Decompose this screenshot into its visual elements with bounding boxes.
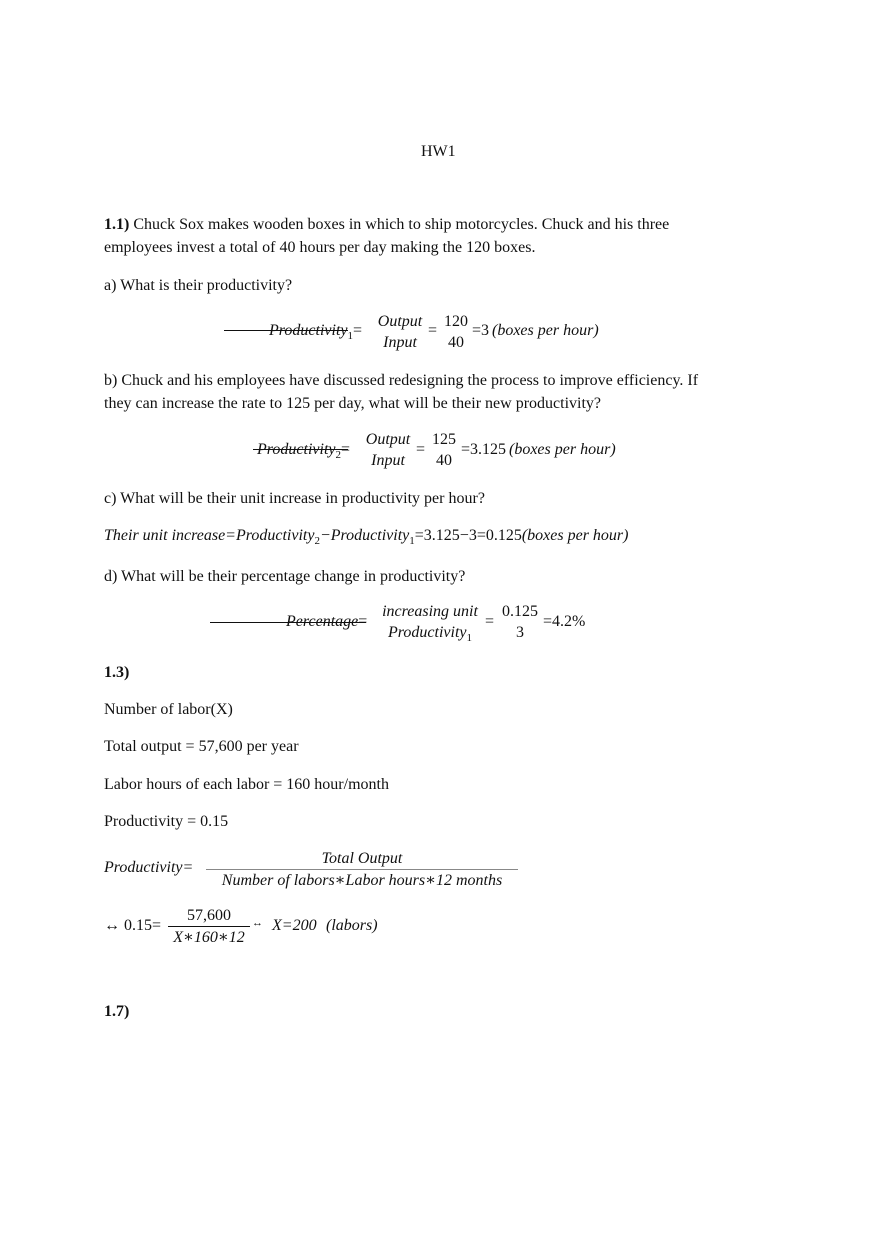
equation-b-lhs bbox=[257, 441, 350, 461]
equation-c-unit: (boxes per hour) bbox=[521, 527, 629, 544]
equation-1-3-solve-prefix: ↔ 0.15= bbox=[104, 917, 162, 934]
question-a: a) What is their productivity? bbox=[104, 277, 293, 294]
equation-b-frac1-num: Output bbox=[365, 431, 411, 448]
question-d: d) What will be their percentage change in productivity? bbox=[104, 568, 466, 585]
equation-c-part2: −Productivity bbox=[319, 527, 410, 544]
equation-c-part1: Their unit increase=Productivity bbox=[104, 527, 315, 544]
question-c: c) What will be their unit increase in productivity per hour? bbox=[104, 490, 485, 507]
equation-a-eq2: = bbox=[428, 322, 438, 339]
question-1-3-number: 1.3) bbox=[104, 664, 130, 681]
equation-b-eq2: = bbox=[416, 441, 426, 458]
equation-1-3-frac bbox=[206, 849, 518, 891]
equation-1-3-solve-den: X∗160∗12 bbox=[168, 926, 250, 948]
question-1-3-line1: Number of labor(X) bbox=[104, 701, 233, 718]
equation-c-sub1: 2 bbox=[314, 535, 320, 548]
equation-c-part3: =3.125−3=0.125 bbox=[414, 527, 522, 544]
equation-d-frac2 bbox=[498, 602, 542, 643]
equation-1-3-frac-den: Number of labors∗Labor hours∗12 months bbox=[206, 869, 518, 891]
equation-d-frac1 bbox=[378, 602, 482, 648]
equation-d-eq1: = bbox=[358, 613, 368, 630]
equation-a-frac1-den: Input bbox=[383, 334, 417, 351]
equation-b-frac2-den: 40 bbox=[436, 452, 452, 469]
equation-b-lhs-sub: 2 bbox=[335, 449, 341, 462]
equation-b-lhs-text: Productivity bbox=[257, 441, 336, 458]
equation-d-lhs bbox=[286, 613, 367, 631]
equation-d-result: =4.2% bbox=[543, 613, 586, 630]
equation-d-lhs-text: Percentage bbox=[286, 613, 359, 630]
equation-b-frac2 bbox=[430, 430, 458, 471]
equation-a-frac1-num: Output bbox=[377, 313, 423, 330]
equation-1-3-lhs: Productivity= bbox=[104, 859, 194, 876]
equation-1-3-solve-unit: (labors) bbox=[326, 917, 378, 934]
question-1-1-number: 1.1) bbox=[104, 216, 130, 233]
question-1-7-number: 1.7) bbox=[104, 1003, 130, 1020]
equation-c bbox=[104, 527, 628, 547]
equation-a-result: =3 bbox=[472, 322, 490, 339]
equation-b-frac1 bbox=[362, 430, 414, 471]
question-1-1-line2: employees invest a total of 40 hours per day making the 120 boxes. bbox=[104, 239, 536, 256]
question-b-line1: b) Chuck and his employees have discussed redesigning the process to improve efficiency. If bbox=[104, 372, 699, 389]
equation-1-3-solve-result: X=200 bbox=[272, 917, 317, 934]
equation-d-frac1-num: increasing unit bbox=[382, 603, 478, 620]
equation-a-frac1 bbox=[374, 312, 426, 353]
equation-a-eq1: = bbox=[353, 322, 363, 339]
equation-1-3-frac-num: Total Output bbox=[321, 850, 403, 867]
equation-a-lhs-sub: 1 bbox=[347, 330, 353, 343]
equation-d-frac1-den-text: Productivity bbox=[388, 624, 467, 641]
equation-a-frac2 bbox=[442, 312, 470, 353]
equation-a-lhs-text: Productivity bbox=[269, 322, 348, 339]
equation-b-frac1-den: Input bbox=[371, 452, 405, 469]
question-1-3-line3: Labor hours of each labor = 160 hour/month bbox=[104, 776, 389, 793]
question-b-line2: they can increase the rate to 125 per day, what will be their new productivity? bbox=[104, 395, 601, 412]
equation-a-lhs bbox=[269, 322, 362, 342]
equation-a-frac2-num: 120 bbox=[444, 313, 468, 330]
question-1-1-text bbox=[104, 216, 669, 234]
question-1-3-line4: Productivity = 0.15 bbox=[104, 813, 229, 830]
equation-1-3-solve-arrow: ↔ bbox=[252, 917, 263, 929]
equation-b-frac2-num: 125 bbox=[432, 431, 456, 448]
equation-b-eq1: = bbox=[341, 441, 351, 458]
equation-d-eq2: = bbox=[485, 613, 495, 630]
equation-d-frac1-den bbox=[378, 622, 482, 648]
question-1-1-line1: Chuck Sox makes wooden boxes in which to ship motorcycles. Chuck and his three bbox=[129, 216, 670, 233]
equation-c-sub2: 1 bbox=[409, 535, 415, 548]
question-1-3-line2: Total output = 57,600 per year bbox=[104, 738, 299, 755]
page-title: HW1 bbox=[421, 143, 456, 160]
equation-1-3-solve-frac bbox=[168, 906, 250, 948]
equation-d-frac2-den: 3 bbox=[516, 624, 524, 641]
equation-a-frac2-den: 40 bbox=[448, 334, 464, 351]
equation-1-3-solve-num: 57,600 bbox=[187, 907, 231, 924]
equation-b-result: =3.125 bbox=[461, 441, 507, 458]
equation-b-unit: (boxes per hour) bbox=[509, 441, 616, 458]
equation-a-unit: (boxes per hour) bbox=[492, 322, 599, 339]
equation-d-frac1-den-sub: 1 bbox=[466, 632, 472, 645]
equation-d-frac2-num: 0.125 bbox=[502, 603, 538, 620]
